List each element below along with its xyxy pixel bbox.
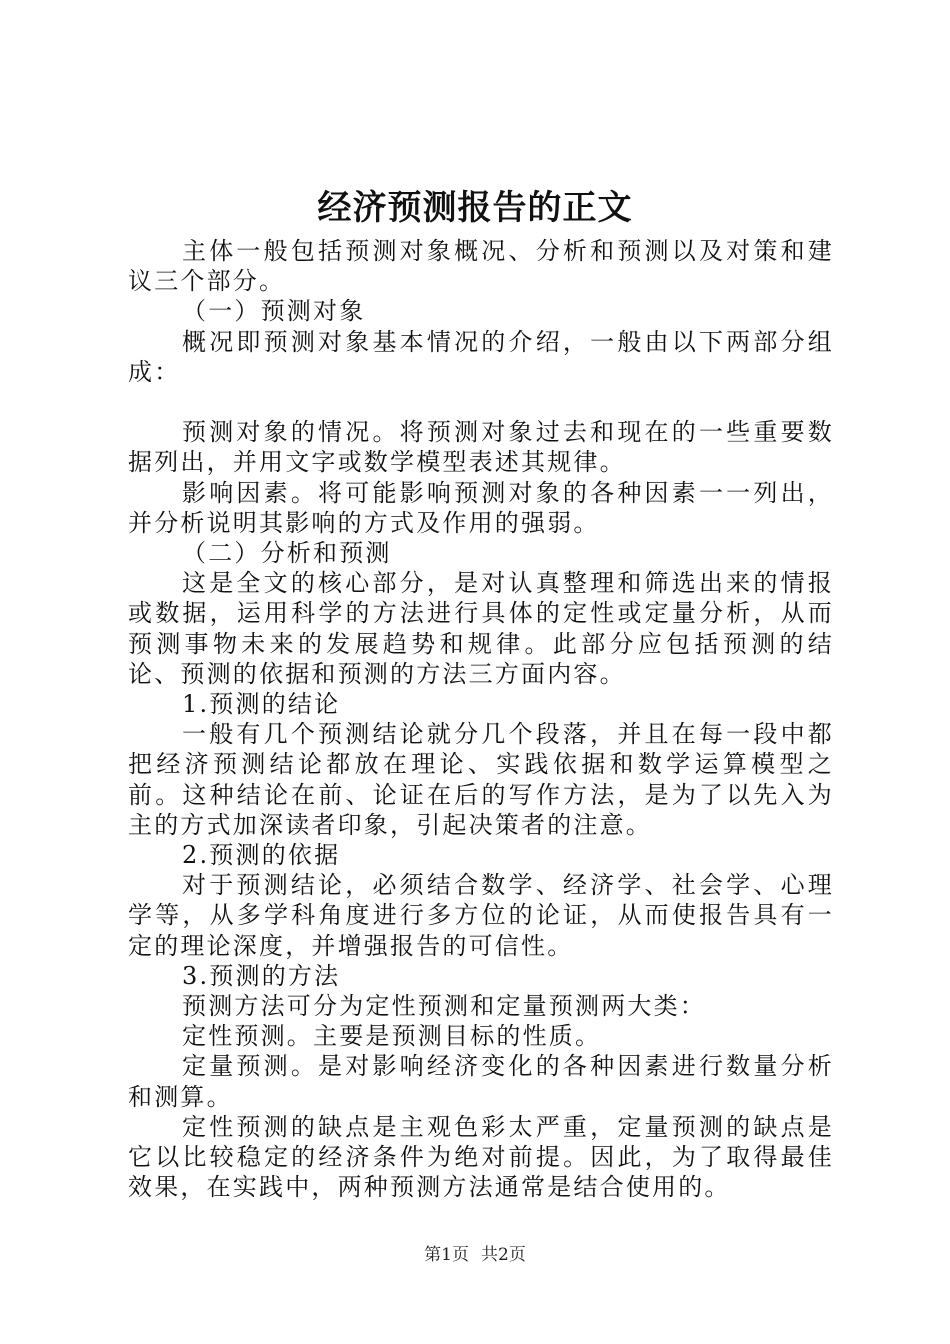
paragraph: 定性预测的缺点是主观色彩太严重，定量预测的缺点是它以比较稳定的经济条件为绝对前提。因此，为了取得最佳效果，在实践中，两种预测方法通常是结合使用的。 — [128, 1112, 834, 1202]
page-footer — [0, 1244, 950, 1266]
paragraph: 一般有几个预测结论就分几个段落，并且在每一段中都把经济预测结论都放在理论、实践依据和数学运算模型之前。这种结论在前、论证在后的写作方法，是为了以先入为主的方式加深读者印象，引起决策者的注意。 — [128, 720, 834, 839]
paragraph: 这是全文的核心部分，是对认真整理和筛选出来的情报或数据，运用科学的方法进行具体的定性或定量分析，从而预测事物未来的发展趋势和规律。此部分应包括预测的结论、预测的依据和预测的方法三方面内容。 — [128, 569, 834, 688]
paragraph: 定量预测。是对影响经济变化的各种因素进行数量分析和测算。 — [128, 1052, 834, 1111]
subsection-heading: 3.预测的方法 — [182, 961, 341, 990]
paragraph: 对于预测结论，必须结合数学、经济学、社会学、心理学等，从多学科角度进行多方位的论证，从而使报告具有一定的理论深度，并增强报告的可信性。 — [128, 871, 834, 960]
paragraph: 预测方法可分为定性预测和定量预测两大类： — [182, 992, 706, 1021]
paragraph: 预测对象的情况。将预测对象过去和现在的一些重要数据列出，并用文字或数学模型表述其规律。 — [128, 418, 834, 477]
paragraph: 概况即预测对象基本情况的介绍，一般由以下两部分组成： — [128, 327, 834, 386]
paragraph: 定性预测。主要是预测目标的性质。 — [182, 1022, 602, 1051]
paragraph: 主体一般包括预测对象概况、分析和预测以及对策和建议三个部分。 — [128, 237, 834, 296]
subsection-heading: 1.预测的结论 — [182, 690, 341, 719]
blank-line — [128, 387, 834, 417]
page-total: 共2页 — [481, 1245, 526, 1265]
section-heading: （二）分析和预测 — [182, 539, 392, 568]
document-title: 经济预测报告的正文 — [317, 188, 633, 228]
page-number: 第1页 — [424, 1245, 469, 1265]
document-body — [128, 236, 834, 1202]
subsection-heading: 2.预测的依据 — [182, 841, 341, 870]
section-heading: （一）预测对象 — [182, 297, 366, 326]
paragraph: 影响因素。将可能影响预测对象的各种因素一一列出，并分析说明其影响的方式及作用的强弱。 — [128, 478, 834, 537]
